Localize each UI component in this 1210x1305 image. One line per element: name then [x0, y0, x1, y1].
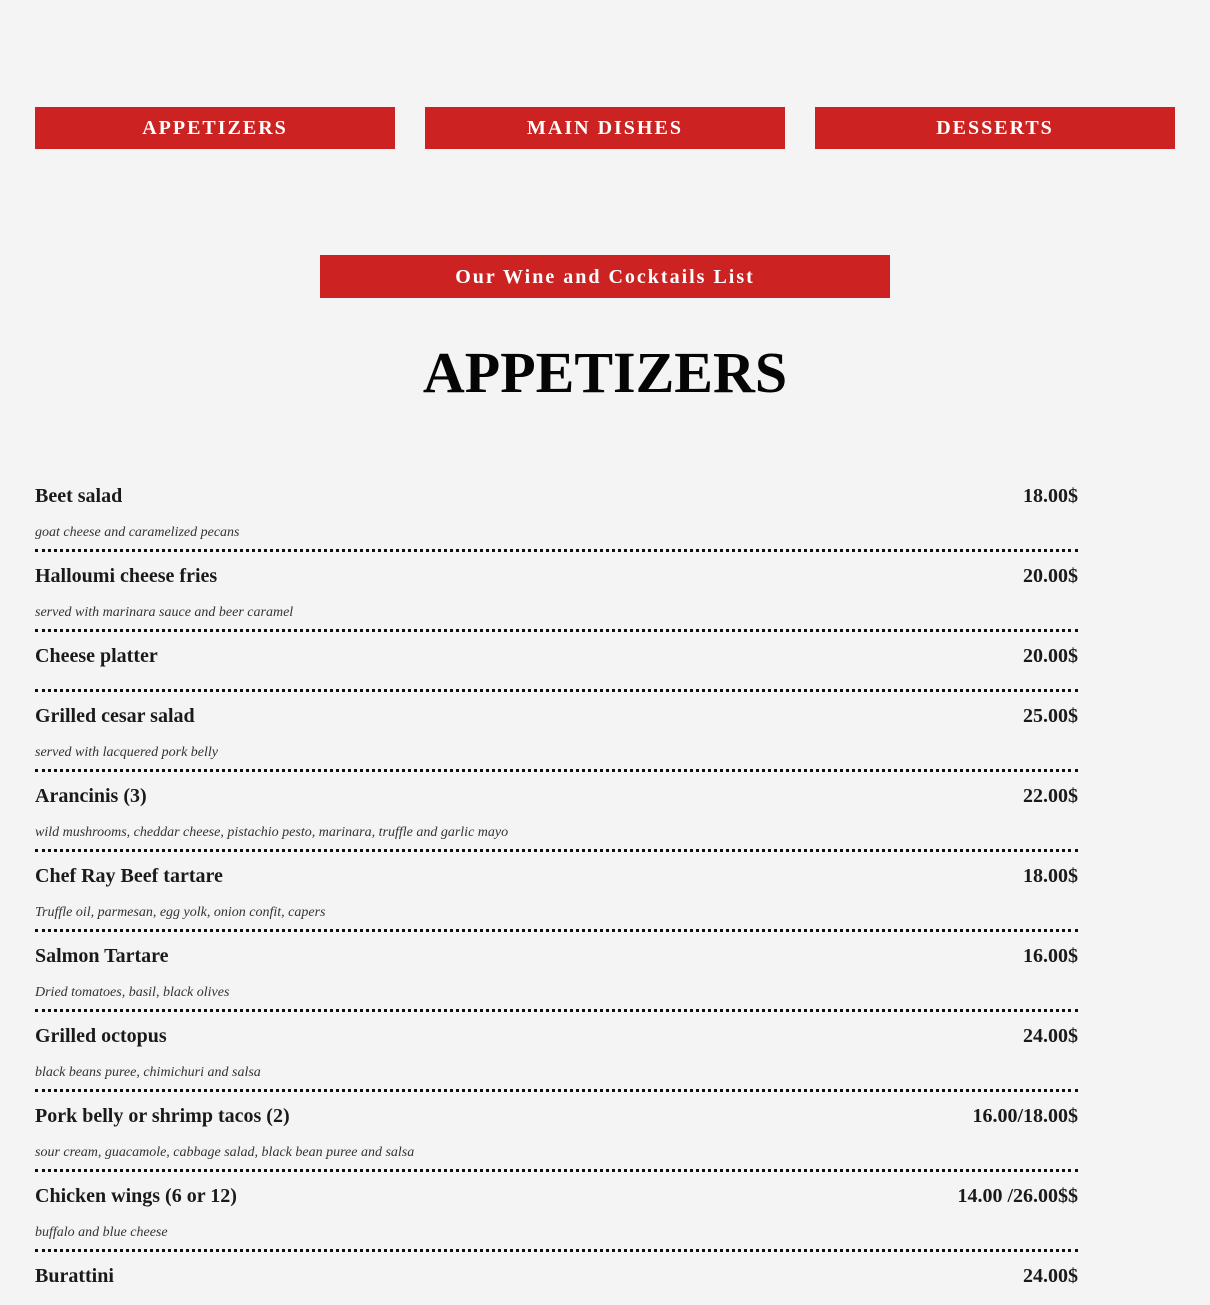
item-description: wild mushrooms, cheddar cheese, pistachio pesto, marinara, truffle and garlic mayo [35, 825, 509, 840]
item-price: 24.00$ [1023, 1265, 1078, 1287]
item-name: Halloumi cheese fries [35, 565, 218, 587]
item-description: black beans puree, chimichuri and salsa [35, 1065, 261, 1080]
item-price: 14.00 /26.00$$ [957, 1185, 1078, 1207]
menu-item [35, 1092, 1078, 1172]
item-description: Dried tomatoes, basil, black olives [35, 985, 230, 1000]
item-price: 24.00$ [1023, 1025, 1078, 1047]
item-name: Pork belly or shrimp tacos (2) [35, 1105, 290, 1127]
tab-appetizers[interactable]: APPETIZERS [35, 107, 395, 149]
menu-item [35, 472, 1078, 552]
item-name: Grilled octopus [35, 1025, 167, 1047]
item-description: Truffle oil, parmesan, egg yolk, onion confit, capers [35, 905, 326, 920]
menu-list [35, 472, 1078, 1305]
item-price: 25.00$ [1023, 705, 1078, 727]
item-name: Chicken wings (6 or 12) [35, 1185, 237, 1207]
category-tabs [35, 107, 1175, 149]
item-description: served with lacquered pork belly [35, 745, 218, 760]
item-price: 22.00$ [1023, 785, 1078, 807]
item-description: buffalo and blue cheese [35, 1225, 168, 1240]
menu-item [35, 1012, 1078, 1092]
item-name: Arancinis (3) [35, 785, 147, 807]
tab-main-dishes[interactable]: MAIN DISHES [425, 107, 785, 149]
item-price: 20.00$ [1023, 565, 1078, 587]
section-title: APPETIZERS [422, 340, 788, 405]
menu-item [35, 1252, 1078, 1305]
item-price: 18.00$ [1023, 485, 1078, 507]
menu-item [35, 692, 1078, 772]
menu-item [35, 1172, 1078, 1252]
menu-item [35, 552, 1078, 632]
menu-item [35, 632, 1078, 692]
item-name: Beet salad [35, 485, 123, 507]
item-price: 18.00$ [1023, 865, 1078, 887]
item-description: served with marinara sauce and beer caramel [35, 605, 294, 620]
item-description: sour cream, guacamole, cabbage salad, black bean puree and salsa [35, 1145, 415, 1160]
menu-item [35, 932, 1078, 1012]
item-name: Cheese platter [35, 645, 158, 667]
item-name: Salmon Tartare [35, 945, 169, 967]
item-price: 16.00/18.00$ [972, 1105, 1078, 1127]
wine-cocktails-button[interactable]: Our Wine and Cocktails List [320, 255, 890, 298]
menu-item [35, 772, 1078, 852]
item-description: goat cheese and caramelized pecans [35, 525, 240, 540]
item-name: Burattini [35, 1265, 114, 1287]
item-name: Grilled cesar salad [35, 705, 195, 727]
item-price: 20.00$ [1023, 645, 1078, 667]
tab-desserts[interactable]: DESSERTS [815, 107, 1175, 149]
item-price: 16.00$ [1023, 945, 1078, 967]
menu-item [35, 852, 1078, 932]
item-name: Chef Ray Beef tartare [35, 865, 223, 887]
